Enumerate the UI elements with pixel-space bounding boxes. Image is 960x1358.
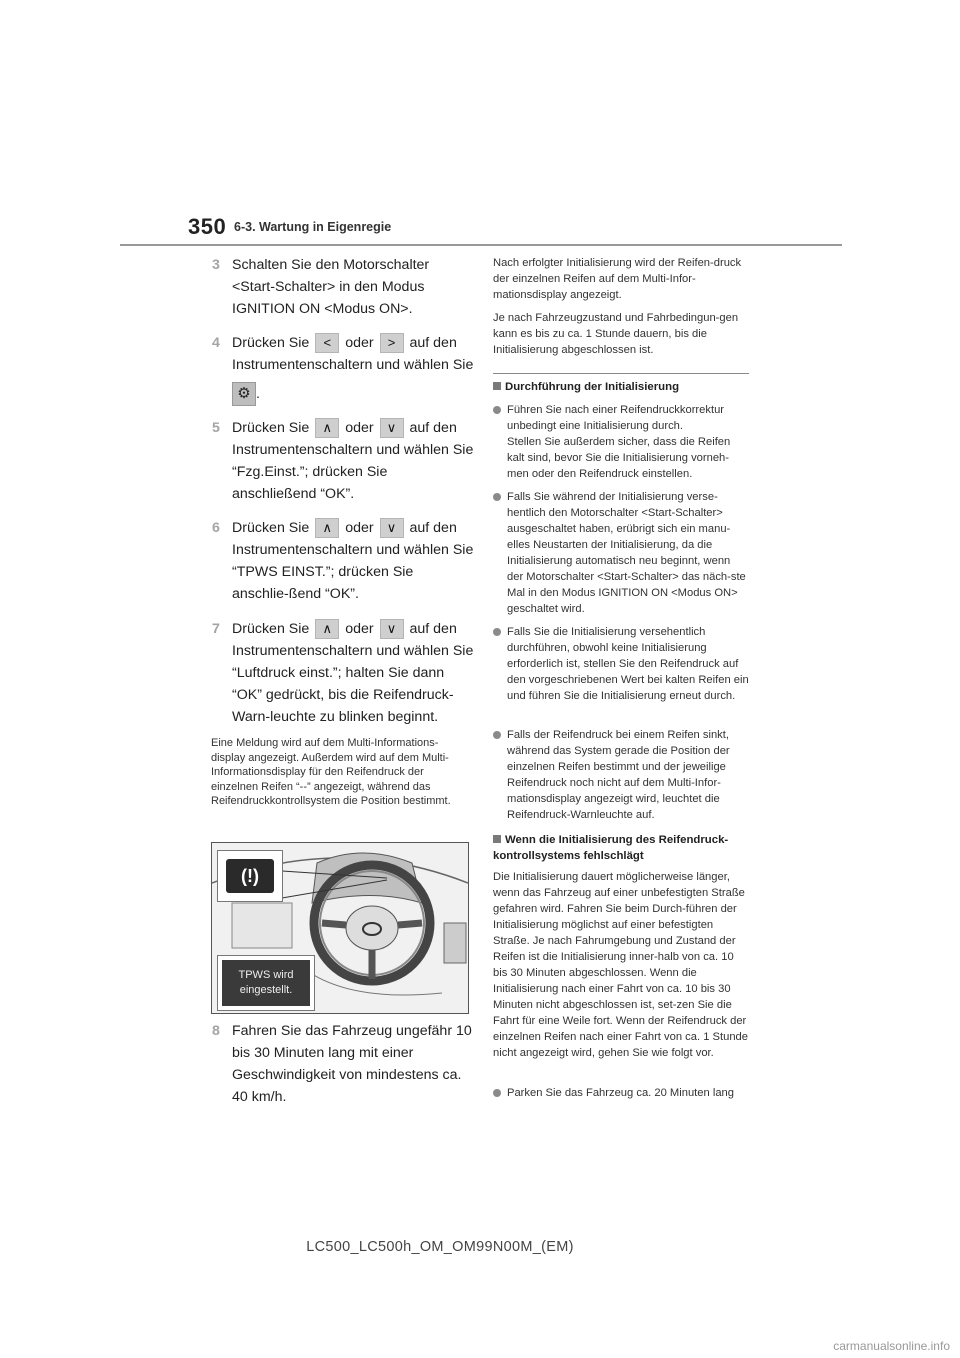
failure-paragraph: Die Initialisierung dauert möglicherweise länger, wenn das Fahrzeug auf einer unbefestigten Straße gefahren wird. Fahren Sie beim Durch-führen der Initialisierung möglichst auf einer befestigten Straße. Je nach Fahrumgebung und Zustand der Reifen ist die Initialisierung inner-halb von ca. 10 bis 30 Minuten abgeschlossen. Wenn die Initialisierung nach einer Fahrt von ca. 10 bis 30 Minuten nicht abgeschlossen ist, set-zen Sie die Fahrt für eine Weile fort. Wenn der Reifendruck der einzelnen Reifen nach einer Fahrt von ca. 1 Stunde nicht angezeigt wird, gehen Sie wie folgt vor. xyxy=(493,871,748,1059)
up-arrow-icon: ∧ xyxy=(315,418,339,438)
step-7 xyxy=(212,618,474,728)
bullet-text: Falls Sie während der Initialisierung verse-hentlich den Motorschalter <Start-Schalter> ausgeschaltet haben, erübrigt sich ein manu-elles Neustarten der Initialisierung, da die Initialisierung automatisch neu beginnt, wenn der Motorschalter <Start-Schalter> das näch-ste Mal in den Modus IGNITION ON <Modus ON> geschaltet wird. xyxy=(507,491,746,615)
footer-text: LC500_LC500h_OM_OM99N00M_(EM) xyxy=(306,1239,574,1255)
header-rule xyxy=(120,244,842,246)
bullet-icon xyxy=(493,731,501,739)
heading-text: Durchführung der Initialisierung xyxy=(505,381,680,393)
step-text-post: auf den Instrumentenschaltern und wählen Sie “TPWS EINST.”; drücken Sie anschlie-ßend “OK”. xyxy=(232,520,474,602)
dashboard-illustration xyxy=(211,842,469,1014)
step-3 xyxy=(212,254,474,320)
bullet-icon xyxy=(493,1089,501,1097)
bullet-item xyxy=(493,1085,749,1101)
down-arrow-icon: ∨ xyxy=(380,418,404,438)
bullet-item xyxy=(493,489,749,617)
step-text-post: auf den Instrumentenschaltern und wählen Sie xyxy=(232,335,474,373)
step-text-post: auf den Instrumentenschaltern und wählen Sie “Luftdruck einst.”; halten Sie dann “OK” gedrückt, bis die Reifendruck-Warn-leuchte zu blinken beginnt. xyxy=(232,621,474,725)
column-rule xyxy=(493,373,749,374)
step-number: 8 xyxy=(212,1023,220,1039)
bullet-icon xyxy=(493,628,501,636)
section-title: 6-3. Wartung in Eigenregie xyxy=(234,220,392,234)
square-bullet-icon xyxy=(493,835,501,843)
footer-document-code xyxy=(0,1239,960,1255)
bullet-text: Falls Sie die Initialisierung versehentlich durchführen, obwohl keine Initialisierung erforderlich ist, stellen Sie den Reifendruck auf den vorgeschriebenen Wert bei kalten Reifen ein und führen Sie die Initialisierung erneut durch. xyxy=(507,626,749,702)
bullet-item xyxy=(493,727,749,823)
heading-failure xyxy=(493,832,749,864)
tpws-message xyxy=(222,960,310,1006)
bullet-item xyxy=(493,402,749,482)
step-text-pre: Drücken Sie xyxy=(232,621,310,637)
result-paragraph: Nach erfolgter Initialisierung wird der Reifen-druck der einzelnen Reifen auf dem Multi-Infor-mationsdisplay angezeigt. xyxy=(493,257,742,301)
page-number: 350 xyxy=(188,214,227,239)
step-5 xyxy=(212,417,474,505)
step-number: 6 xyxy=(212,520,220,536)
step-8 xyxy=(212,1020,474,1108)
step-text: Schalten Sie den Motorschalter <Start-Schalter> in den Modus IGNITION ON <Modus ON>. xyxy=(232,257,430,317)
gear-icon: ⚙ xyxy=(232,382,256,406)
step-text: Fahren Sie das Fahrzeug ungefähr 10 bis 30 Minuten lang mit einer Geschwindigkeit von mindestens ca. 40 km/h. xyxy=(232,1023,472,1105)
left-arrow-icon: < xyxy=(315,333,339,353)
heading-text: Wenn die Initialisierung des Reifendruck-kontrollsystems fehlschlägt xyxy=(493,834,729,862)
step-number: 3 xyxy=(212,257,220,273)
bullet-text: Führen Sie nach einer Reifendruckkorrektur unbedingt eine Initialisierung durch. xyxy=(507,404,725,432)
tpws-line-1: TPWS wird xyxy=(238,969,294,981)
down-arrow-icon: ∨ xyxy=(380,619,404,639)
right-arrow-icon: > xyxy=(380,333,404,353)
step-text-mid: oder xyxy=(345,520,374,536)
square-bullet-icon xyxy=(493,382,501,390)
step-number: 4 xyxy=(212,335,220,351)
info-note: Eine Meldung wird auf dem Multi-Informations-display angezeigt. Außerdem wird auf dem Multi-Informationsdisplay für den Reifendruck der einzelnen Reifen “--” angezeigt, während das Reifendruckkontrollsystem die Position bestimmt. xyxy=(211,737,451,807)
heading-initialisation xyxy=(493,379,749,395)
bullet-item xyxy=(493,624,749,704)
bullet-text: Parken Sie das Fahrzeug ca. 20 Minuten lang xyxy=(507,1087,734,1099)
step-number: 7 xyxy=(212,621,220,637)
up-arrow-icon: ∧ xyxy=(315,518,339,538)
watermark: carmanualsonline.info xyxy=(833,1339,950,1353)
down-arrow-icon: ∨ xyxy=(380,518,404,538)
step-text-pre: Drücken Sie xyxy=(232,520,310,536)
step-6 xyxy=(212,517,474,605)
bullet-text-extra: Stellen Sie außerdem sicher, dass die Reifen kalt sind, bevor Sie die Initialisierung vorneh-men oder den Reifendruck einstellen. xyxy=(507,436,731,480)
step-text-mid: oder xyxy=(345,621,374,637)
step-number: 5 xyxy=(212,420,220,436)
bullet-icon xyxy=(493,406,501,414)
step-text-pre: Drücken Sie xyxy=(232,335,310,351)
tire-pressure-warning-icon: (!) xyxy=(226,859,274,893)
tpws-line-2: eingestellt. xyxy=(239,984,293,996)
step-4 xyxy=(212,332,474,406)
tpws-message-callout xyxy=(217,955,315,1011)
duration-paragraph: Je nach Fahrzeugzustand und Fahrbedingun-gen kann es bis zu ca. 1 Stunde dauern, bis die Initialisierung abgeschlossen ist. xyxy=(493,312,739,356)
bullet-text: Falls der Reifendruck bei einem Reifen sinkt, während das System gerade die Position der einzelnen Reifen bestimmt und der jeweilige Reifendruck noch nicht auf dem Multi-Infor-mationsdisplay angezeigt wird, leuchtet die Reifendruck-Warnleuchte auf. xyxy=(507,729,730,821)
up-arrow-icon: ∧ xyxy=(315,619,339,639)
tpms-warning-callout xyxy=(217,850,283,902)
bullet-icon xyxy=(493,493,501,501)
step-text-mid: oder xyxy=(345,420,374,436)
step-text-mid: oder xyxy=(345,335,374,351)
step-text-post: auf den Instrumentenschaltern und wählen Sie “Fzg.Einst.”; drücken Sie anschließend “OK”. xyxy=(232,420,474,502)
step-text-tail: . xyxy=(256,385,260,402)
step-text-pre: Drücken Sie xyxy=(232,420,310,436)
